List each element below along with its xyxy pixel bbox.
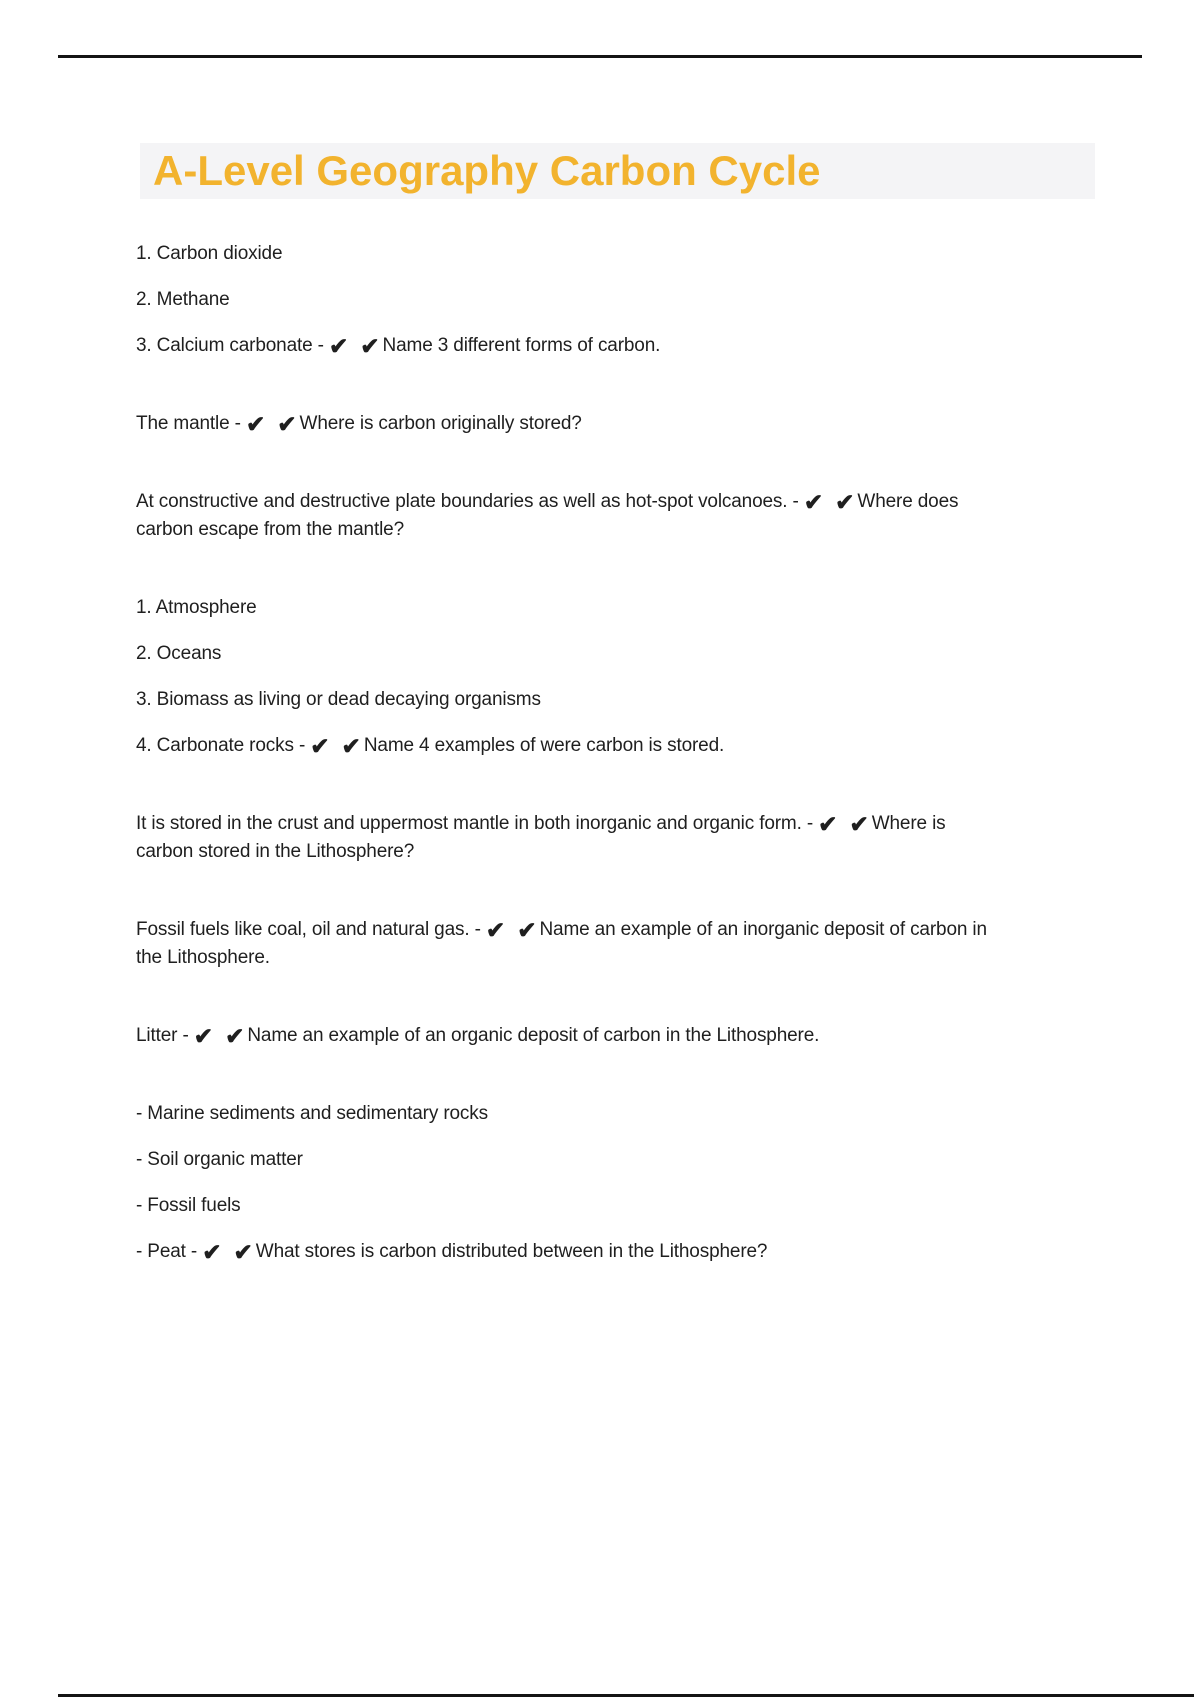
question-text: What stores is carbon distributed between in the Lithosphere?: [255, 1241, 768, 1262]
document-line: [136, 944, 1101, 972]
document-line: [136, 1022, 1101, 1050]
answer-text: 2. Methane: [136, 289, 230, 310]
answer-text: Fossil fuels like coal, oil and natural gas. -: [136, 919, 486, 940]
qa-block: [136, 1022, 1101, 1050]
answer-text: 3. Biomass as living or dead decaying organisms: [136, 689, 541, 710]
answer-text: - Soil organic matter: [136, 1149, 303, 1170]
question-text: Name 3 different forms of carbon.: [382, 335, 661, 356]
document-line: [136, 286, 1101, 314]
question-text: Name 4 examples of were carbon is stored.: [363, 735, 725, 756]
checkmark-icon: ✔: [803, 489, 824, 515]
checkmark-icon: ✔: [835, 489, 855, 515]
document-line: [136, 488, 1101, 516]
checkmark-icon: ✔: [517, 917, 537, 943]
document-line: [136, 916, 1101, 944]
question-text: Name an example of an organic deposit of carbon in the Lithosphere.: [247, 1025, 820, 1046]
question-text: Where is: [871, 813, 946, 834]
answer-text: - Peat -: [136, 1241, 203, 1262]
qa-block: [136, 410, 1101, 438]
document-line: [136, 1238, 1101, 1266]
document-line: [136, 838, 1101, 866]
checkmark-icon: ✔: [360, 333, 380, 359]
document-body: [136, 240, 1101, 1316]
document-line: [136, 1146, 1101, 1174]
document-line: [136, 1192, 1101, 1220]
answer-text: At constructive and destructive plate boundaries as well as hot-spot volcanoes. -: [136, 491, 804, 512]
checkmark-icon: ✔: [341, 733, 361, 759]
answer-text: - Fossil fuels: [136, 1195, 241, 1216]
answer-text: It is stored in the crust and uppermost mantle in both inorganic and organic form. -: [136, 813, 819, 834]
document-line: [136, 732, 1101, 760]
answer-text: 4. Carbonate rocks -: [136, 735, 311, 756]
checkmark-icon: ✔: [202, 1239, 222, 1265]
qa-block: [136, 916, 1101, 972]
answer-text: Litter -: [136, 1025, 194, 1046]
question-text: Name an example of an inorganic deposit of carbon in: [539, 919, 987, 940]
title-highlight-band: [140, 143, 1095, 199]
document-line: [136, 332, 1101, 360]
answer-text: 2. Oceans: [136, 643, 222, 664]
qa-block: [136, 240, 1101, 360]
checkmark-icon: ✔: [310, 733, 330, 759]
answer-text: carbon stored in the Lithosphere?: [136, 841, 415, 862]
document-line: [136, 686, 1101, 714]
document-line: [136, 410, 1101, 438]
document-line: [136, 516, 1101, 544]
checkmark-icon: ✔: [225, 1023, 245, 1049]
qa-block: [136, 810, 1101, 866]
checkmark-icon: ✔: [849, 811, 869, 837]
checkmark-icon: ✔: [233, 1239, 253, 1265]
checkmark-icon: ✔: [328, 333, 349, 359]
checkmark-icon: ✔: [245, 411, 266, 437]
checkmark-icon: ✔: [818, 811, 838, 837]
answer-text: the Lithosphere.: [136, 947, 270, 968]
answer-text: 3. Calcium carbonate -: [136, 335, 329, 356]
answer-text: The mantle -: [136, 413, 246, 434]
checkmark-icon: ✔: [485, 917, 506, 943]
question-text: Where is carbon originally stored?: [299, 413, 582, 434]
document-line: [136, 640, 1101, 668]
qa-block: [136, 594, 1101, 760]
answer-text: - Marine sediments and sedimentary rocks: [136, 1103, 488, 1124]
top-border-line: [58, 55, 1142, 58]
bottom-border-line: [58, 1694, 1194, 1697]
document-line: [136, 594, 1101, 622]
answer-text: carbon escape from the mantle?: [136, 519, 404, 540]
checkmark-icon: ✔: [193, 1023, 214, 1049]
qa-block: [136, 1100, 1101, 1266]
page-title: A-Level Geography Carbon Cycle: [153, 147, 821, 194]
qa-block: [136, 488, 1101, 544]
question-text: Where does: [857, 491, 959, 512]
document-line: [136, 240, 1101, 268]
checkmark-icon: ✔: [277, 411, 297, 437]
document-line: [136, 810, 1101, 838]
document-line: [136, 1100, 1101, 1128]
answer-text: 1. Carbon dioxide: [136, 243, 283, 264]
answer-text: 1. Atmosphere: [136, 597, 257, 618]
